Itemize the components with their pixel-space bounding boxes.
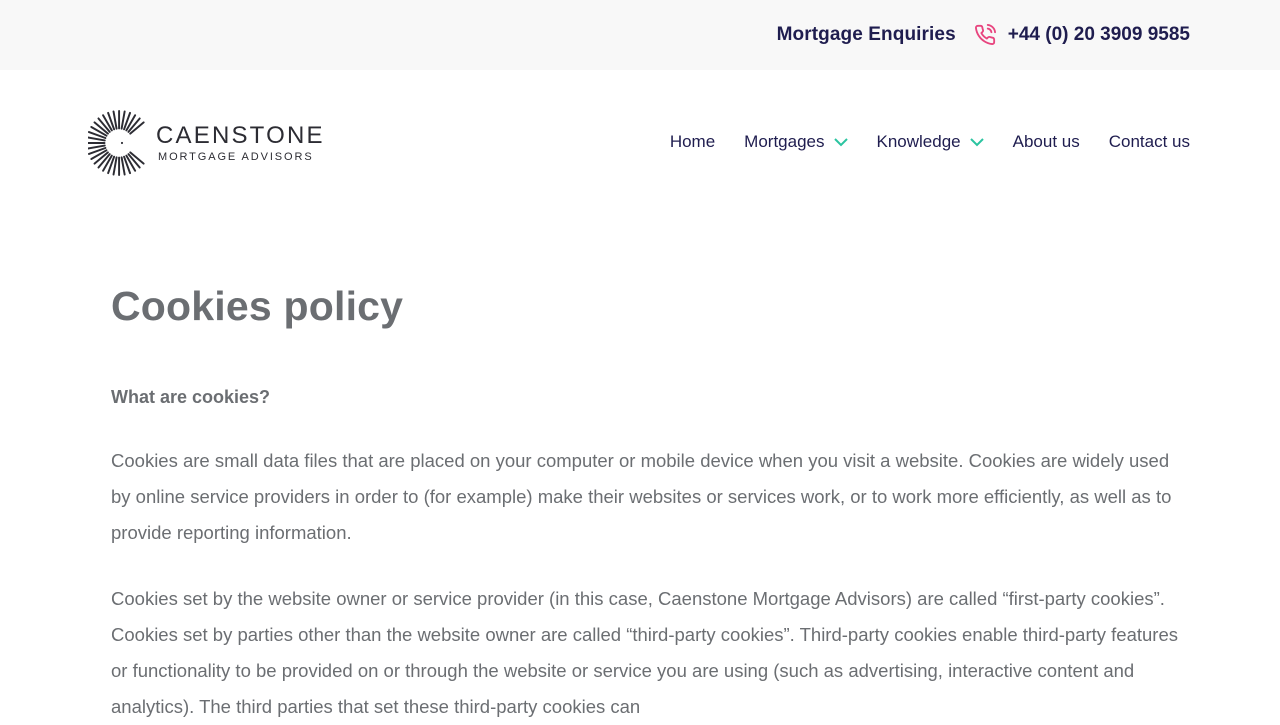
logo-mark-icon [88,108,156,178]
logo-text [156,123,325,163]
site-header [0,70,1280,220]
paragraph: Cookies are small data files that are placed on your computer or mobile device when you visit a website. Cookies are widely used by online service providers in order to (for example) make their websites or services work, or to work more efficiently, as well as to provide reporting information. [111,450,1172,543]
logo-subtitle: MORTGAGE ADVISORS [158,151,314,163]
logo-name: CAENSTONE [156,122,325,149]
chevron-down-icon [834,137,848,147]
nav-item-label: Mortgages [744,132,825,151]
nav-item-label: Home [669,132,716,151]
nav-item-knowledge[interactable] [877,132,984,152]
main-nav [670,132,1190,152]
top-bar [0,0,1280,70]
nav-item-contact[interactable] [1109,132,1190,152]
logo[interactable] [88,108,325,178]
nav-item-home[interactable] [670,132,715,152]
enquiries-bar [777,0,1190,70]
nav-item-label: Contact us [1108,132,1190,151]
phone-icon[interactable] [974,24,996,46]
paragraph: Cookies set by the website owner or service provider (in this case, Caenstone Mortgage Advisors) are called “first-party cookies”. Cookies set by parties other than the website owner are called “third-party cookies”. Third-party cookies enable third-party features or functionality to be provided on or through the website or service you are using (such as advertising, interactive content and analytics). The third parties that set these third-party cookies can [111,588,1179,717]
enquiries-label: Mortgage Enquiries [776,24,956,45]
page-title: Cookies policy [111,283,404,329]
nav-item-about[interactable] [1013,132,1080,152]
nav-item-label: About us [1012,132,1080,151]
section-heading: What are cookies? [111,387,271,407]
nav-item-label: Knowledge [876,132,961,151]
nav-item-mortgages[interactable] [744,132,847,152]
main-content [111,282,1181,725]
chevron-down-icon [970,137,984,147]
phone-number-link[interactable]: +44 (0) 20 3909 9585 [1007,24,1190,45]
